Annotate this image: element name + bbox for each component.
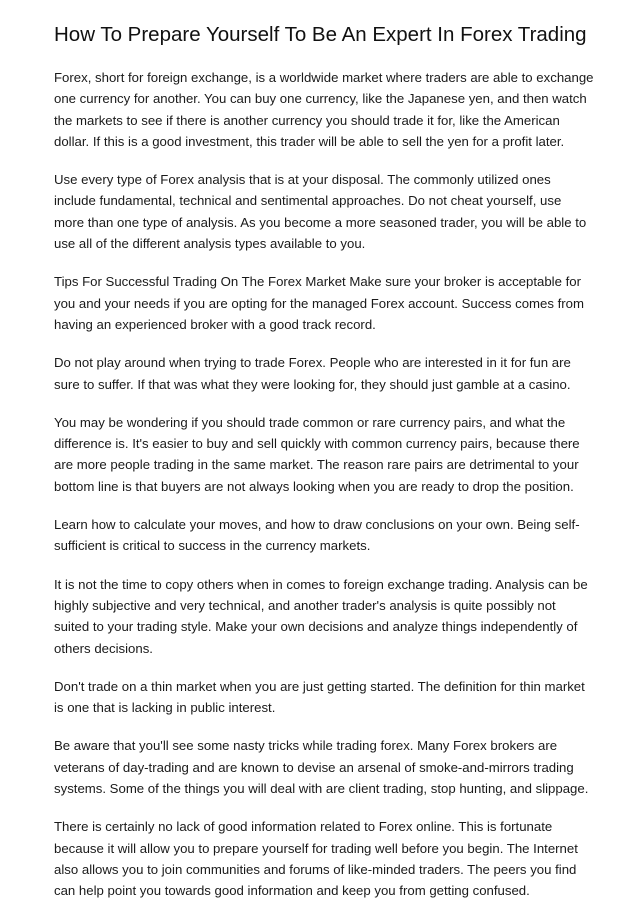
document-page xyxy=(54,22,594,919)
paragraph-analysis-types: Use every type of Forex analysis that is at your disposal. The commonly utilized ones include fundamental, technical and sentimental approaches. Do not cheat yourself, use more than one type of analysis. As you become a more seasoned trader, you will be able to use all of the different analysis types available to you. xyxy=(54,172,587,252)
paragraph-currency-pairs: You may be wondering if you should trade common or rare currency pairs, and what the difference is. It's easier to buy and sell quickly with common currency pairs, because there are more people trading in the same market. The reason rare pairs are detrimental to your bottom line is that buyers are not always looking when you are ready to drop the position. xyxy=(54,414,580,494)
paragraph-intro: Forex, short for foreign exchange, is a worldwide market where traders are able to exchange one currency for another. You can buy one currency, like the Japanese yen, and then watch the markets to see if there is another currency you should trade it for, like the American dollar. If this is a good investment, this trader will be able to sell the yen for a profit later. xyxy=(54,70,594,149)
paragraph-online-info: There is certainly no lack of good information related to Forex online. This is fortunate because it will allow you to prepare yourself for trading well before you begin. The Internet also allows you to join communities and forums of like-minded traders. The peers you find can help point you towards good information and keep you from getting confused. xyxy=(54,819,578,899)
paragraph-dont-copy: It is not the time to copy others when in comes to foreign exchange trading. Analysis can be highly subjective and very technical, and another trader's analysis is quite possibly not suited to your trading style. Make your own decisions and analyze things independently of others decisions. xyxy=(54,576,588,656)
document-title: How To Prepare Yourself To Be An Expert In Forex Trading xyxy=(54,23,587,46)
paragraph-broker-tips: Tips For Successful Trading On The Forex Market Make sure your broker is acceptable for you and your needs if you are opting for the managed Forex account. Success comes from having an experienced broker with a good track record. xyxy=(54,274,584,332)
paragraph-thin-market: Don't trade on a thin market when you are just getting started. The definition for thin market is one that is lacking in public interest. xyxy=(54,678,585,716)
paragraph-no-play: Do not play around when trying to trade Forex. People who are interested in it for fun are sure to suffer. If that was what they were looking for, they should just gamble at a casino. xyxy=(54,355,571,392)
paragraph-nasty-tricks: Be aware that you'll see some nasty tricks while trading forex. Many Forex brokers are veterans of day-trading and are known to devise an arsenal of smoke-and-mirrors trading systems. Some of the things you will deal with are client trading, stop hunting, and slippage. xyxy=(54,738,589,797)
paragraph-self-sufficient: Learn how to calculate your moves, and how to draw conclusions on your own. Being self-sufficient is critical to success in the currency markets. xyxy=(54,517,580,554)
